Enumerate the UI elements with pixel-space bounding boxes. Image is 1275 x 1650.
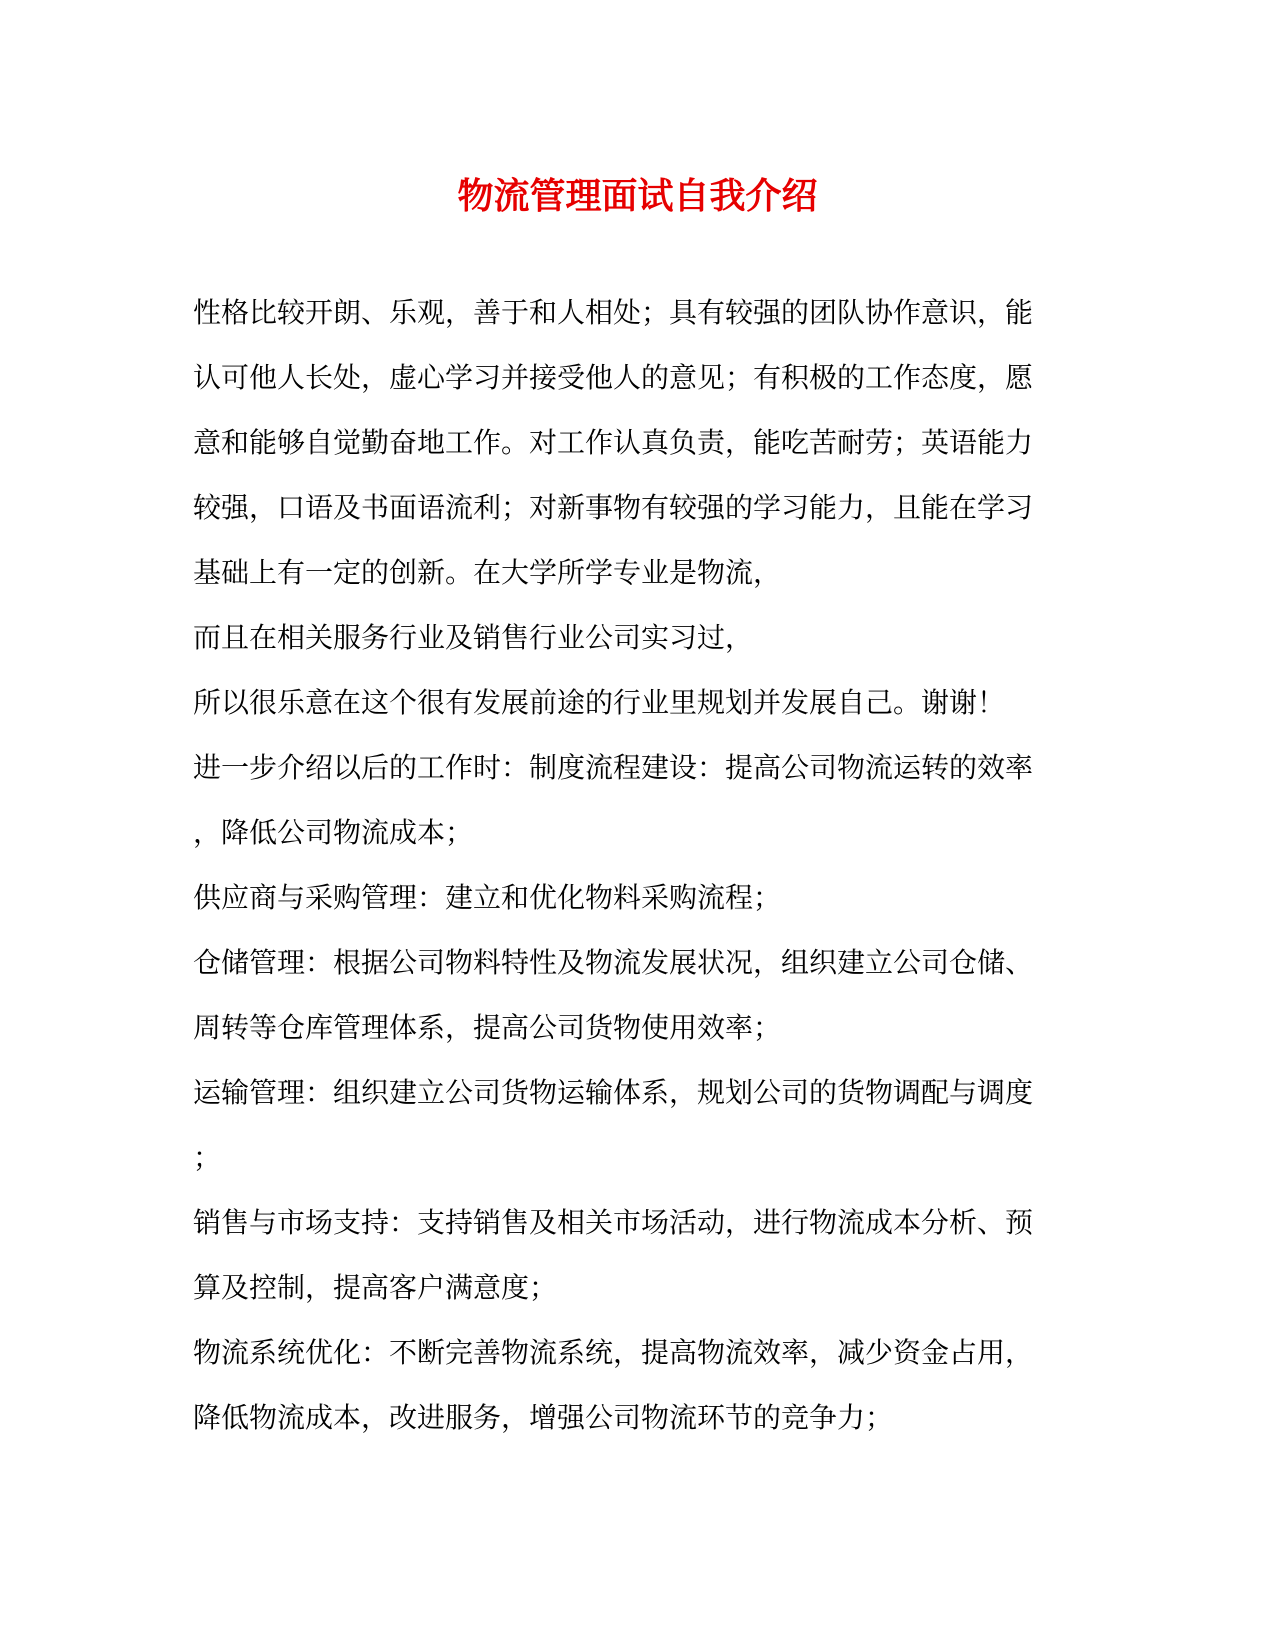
body-line: 性格比较开朗、乐观，善于和人相处；具有较强的团队协作意识，能 [193, 296, 1034, 329]
body-line: 较强，口语及书面语流利；对新事物有较强的学习能力，且能在学习 [193, 491, 1034, 524]
body-line: 销售与市场支持：支持销售及相关市场活动，进行物流成本分析、预 [193, 1206, 1034, 1239]
body-line: 仓储管理：根据公司物料特性及物流发展状况，组织建立公司仓储、 [193, 946, 1034, 979]
body-line: 降低物流成本，改进服务，增强公司物流环节的竞争力； [193, 1401, 894, 1434]
body-line: 意和能够自觉勤奋地工作。对工作认真负责，能吃苦耐劳；英语能力 [193, 426, 1034, 459]
body-line: 运输管理：组织建立公司货物运输体系，规划公司的货物调配与调度 [193, 1076, 1034, 1109]
body-line: 基础上有一定的创新。在大学所学专业是物流， [193, 556, 782, 589]
body-line: ，降低公司物流成本； [193, 816, 474, 849]
body-line: 进一步介绍以后的工作时：制度流程建设：提高公司物流运转的效率 [193, 751, 1034, 784]
body-line: ； [193, 1141, 222, 1174]
document-body [193, 280, 1073, 1450]
body-line: 供应商与采购管理：建立和优化物料采购流程； [193, 881, 782, 914]
body-line: 物流系统优化：不断完善物流系统，提高物流效率，减少资金占用， [193, 1336, 1034, 1369]
body-line: 周转等仓库管理体系，提高公司货物使用效率； [193, 1011, 782, 1044]
body-line: 而且在相关服务行业及销售行业公司实习过， [193, 621, 754, 654]
body-line: 算及控制，提高客户满意度； [193, 1271, 558, 1304]
body-line: 认可他人长处，虚心学习并接受他人的意见；有积极的工作态度，愿 [193, 361, 1034, 394]
document-title: 物流管理面试自我介绍 [457, 175, 818, 217]
body-line: 所以很乐意在这个很有发展前途的行业里规划并发展自己。谢谢！ [193, 686, 1006, 719]
